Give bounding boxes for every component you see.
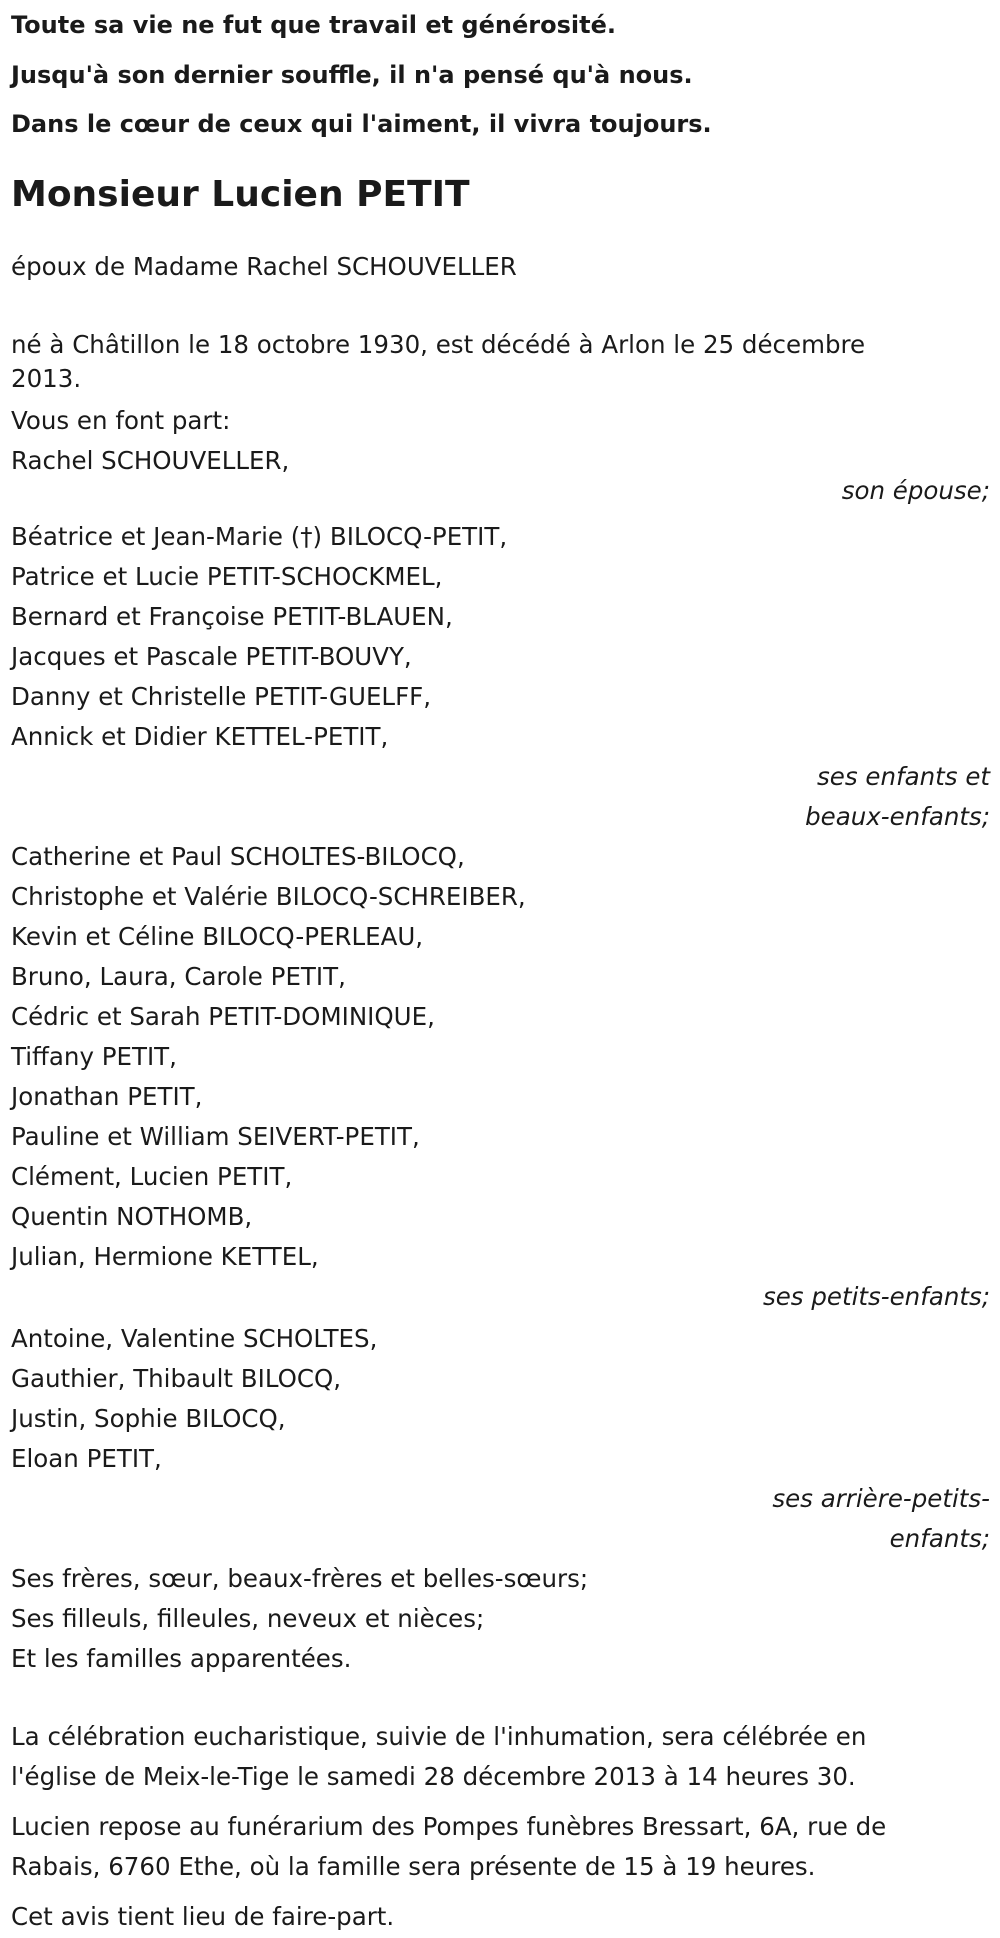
quote-line-1: Toute sa vie ne fut que travail et générosité. (11, 11, 616, 39)
relation-label (11, 1479, 990, 1559)
relation-label-line: son épouse; (841, 476, 990, 505)
relatives-group-spouse (11, 441, 990, 511)
relative-name: Tiffany PETIT, (11, 1042, 177, 1071)
relatives-group-children (11, 517, 990, 837)
relation-label-line: beaux-enfants; (805, 802, 990, 831)
relative-name: Pauline et William SEIVERT-PETIT, (11, 1122, 420, 1151)
obituary-notice (0, 10, 990, 1937)
spouse-line: époux de Madame Rachel SCHOUVELLER (11, 252, 517, 281)
relative-name: Cédric et Sarah PETIT-DOMINIQUE, (11, 1002, 435, 1031)
intro-line: Vous en font part: (11, 406, 231, 435)
family-line: Ses filleuls, filleules, neveux et nièces; (11, 1604, 485, 1633)
funeral-home-info (11, 1807, 990, 1887)
relative-name: Jacques et Pascale PETIT-BOUVY, (11, 642, 412, 671)
relative-name: Patrice et Lucie PETIT-SCHOCKMEL, (11, 562, 443, 591)
relation-label-line: ses petits-enfants; (762, 1282, 990, 1311)
relative-name: Jonathan PETIT, (11, 1082, 203, 1111)
birth-death-line-2: 2013. (11, 364, 82, 393)
relative-name: Gauthier, Thibault BILOCQ, (11, 1364, 342, 1393)
extended-family (11, 1559, 990, 1679)
relative-name: Annick et Didier KETTEL-PETIT, (11, 722, 389, 751)
relatives-group-great-grandchildren (11, 1319, 990, 1559)
closing-line: Cet avis tient lieu de faire-part. (11, 1902, 395, 1931)
ceremony-line-1: La célébration eucharistique, suivie de l'inhumation, sera célébrée en (11, 1722, 867, 1751)
deceased-name: Monsieur Lucien PETIT (11, 174, 470, 215)
relative-name: Julian, Hermione KETTEL, (11, 1242, 319, 1271)
relative-name: Bernard et Françoise PETIT-BLAUEN, (11, 602, 453, 631)
relative-name: Eloan PETIT, (11, 1444, 162, 1473)
relative-name: Clément, Lucien PETIT, (11, 1162, 293, 1191)
relative-name: Quentin NOTHOMB, (11, 1202, 253, 1231)
relation-label-line: ses enfants et (817, 762, 990, 791)
relative-name: Rachel SCHOUVELLER, (11, 446, 290, 475)
relative-name: Catherine et Paul SCHOLTES-BILOCQ, (11, 842, 465, 871)
family-line: Ses frères, sœur, beaux-frères et belles-sœurs; (11, 1564, 589, 1593)
quote-line-2: Jusqu'à son dernier souffle, il n'a pensé qu'à nous. (11, 61, 693, 89)
relation-label (11, 1277, 990, 1317)
quote-line-3: Dans le cœur de ceux qui l'aiment, il vivra toujours. (11, 110, 712, 138)
relative-name: Bruno, Laura, Carole PETIT, (11, 962, 346, 991)
family-line: Et les familles apparentées. (11, 1644, 352, 1673)
relative-name: Kevin et Céline BILOCQ-PERLEAU, (11, 922, 424, 951)
relative-name: Antoine, Valentine SCHOLTES, (11, 1324, 378, 1353)
birth-death-info (11, 325, 990, 399)
relation-label-line: ses arrière-petits- (772, 1484, 990, 1513)
relative-name: Danny et Christelle PETIT-GUELFF, (11, 682, 432, 711)
ceremony-line-2: l'église de Meix-le-Tige le samedi 28 décembre 2013 à 14 heures 30. (11, 1762, 856, 1791)
ceremony-info (11, 1717, 990, 1797)
birth-death-line-1: né à Châtillon le 18 octobre 1930, est décédé à Arlon le 25 décembre (11, 330, 866, 359)
funeral-home-line-2: Rabais, 6760 Ethe, où la famille sera présente de 15 à 19 heures. (11, 1852, 816, 1881)
relative-name: Christophe et Valérie BILOCQ-SCHREIBER, (11, 882, 526, 911)
relation-label-line: enfants; (889, 1524, 990, 1553)
relative-name: Béatrice et Jean-Marie (†) BILOCQ-PETIT, (11, 522, 508, 551)
funeral-home-line-1: Lucien repose au funérarium des Pompes funèbres Bressart, 6A, rue de (11, 1812, 887, 1841)
relation-label (11, 757, 990, 837)
relatives-group-grandchildren (11, 837, 990, 1317)
relative-name: Justin, Sophie BILOCQ, (11, 1404, 286, 1433)
